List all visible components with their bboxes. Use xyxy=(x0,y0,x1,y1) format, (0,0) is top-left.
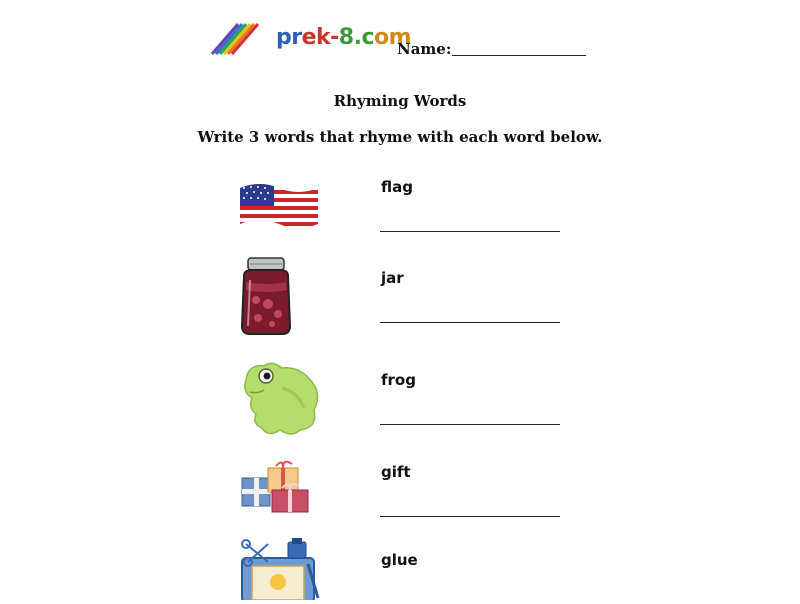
frog-icon xyxy=(238,358,322,442)
rhyme-word-glue: glue xyxy=(381,551,418,569)
logo-part-1: pr xyxy=(276,25,302,50)
answer-line-flag[interactable] xyxy=(380,231,560,232)
name-label: Name: xyxy=(397,40,452,58)
logo-part-3: 8.c xyxy=(338,25,375,50)
worksheet-title: Rhyming Words xyxy=(333,92,467,110)
rhyme-word-jar: jar xyxy=(381,269,404,287)
answer-line-frog[interactable] xyxy=(380,424,560,425)
logo-part-4: om xyxy=(374,25,412,50)
logo-part-2: ek- xyxy=(301,25,339,50)
rhyme-word-frog: frog xyxy=(381,371,416,389)
glue-icon xyxy=(238,538,322,604)
logo-rainbow-icon xyxy=(210,22,262,56)
jar-icon xyxy=(238,256,294,340)
answer-line-gift[interactable] xyxy=(380,516,560,517)
name-field-line[interactable] xyxy=(452,55,586,56)
gift-icon xyxy=(238,460,318,520)
flag-icon xyxy=(238,180,320,234)
site-logo[interactable] xyxy=(276,25,411,50)
rhyme-word-gift: gift xyxy=(381,463,411,481)
rhyme-word-flag: flag xyxy=(381,178,413,196)
answer-line-jar[interactable] xyxy=(380,322,560,323)
worksheet-instructions: Write 3 words that rhyme with each word below. xyxy=(197,128,603,146)
